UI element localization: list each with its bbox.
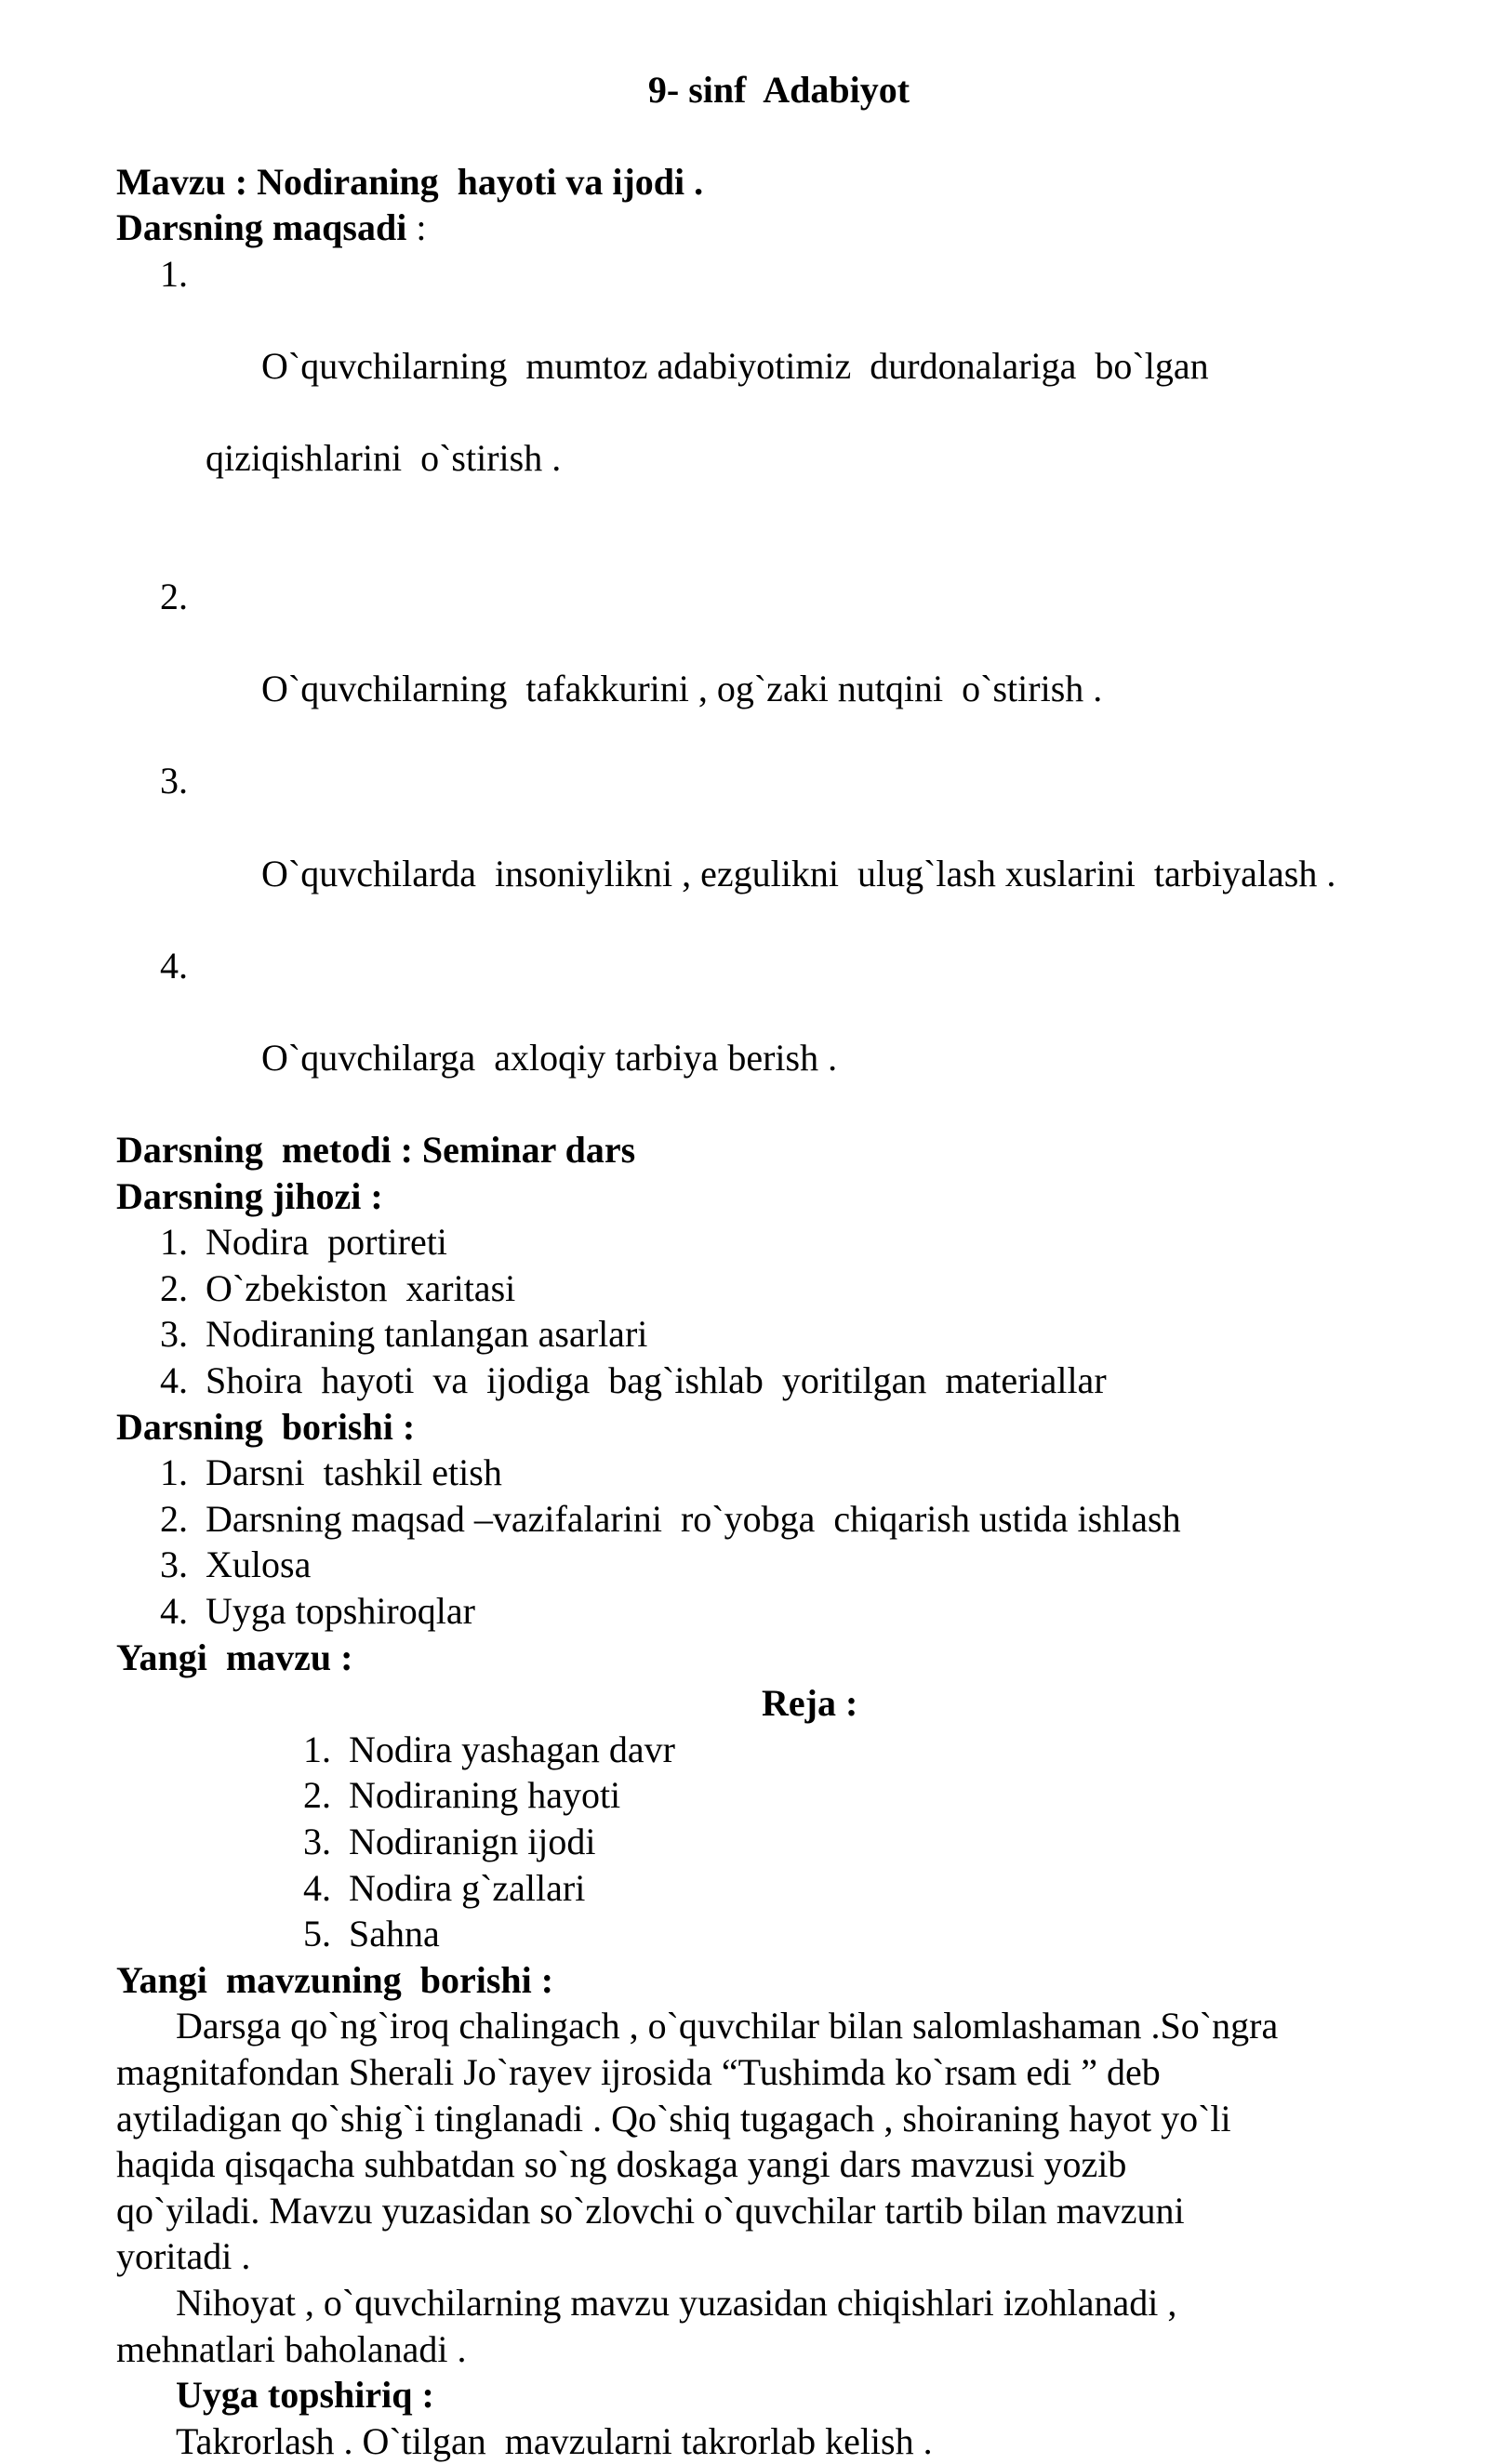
list-item <box>116 943 1390 1127</box>
list-number: 2. <box>303 1774 331 1817</box>
list-item-text: Nodiraning hayoti <box>349 1774 621 1817</box>
list-number: 4. <box>160 944 188 987</box>
goals-colon: : <box>406 206 427 249</box>
list-item <box>116 1265 1390 1312</box>
list-item <box>116 1450 1390 1496</box>
method-heading: Darsning metodi : Seminar dars <box>116 1129 636 1172</box>
list-item <box>116 574 1390 758</box>
list-item-text: O`quvchilarda insoniylikni , ezgulikni ulug`lash xuslarini tarbiyalash . <box>261 852 1336 894</box>
list-item <box>116 1819 1390 1865</box>
list-number: 2. <box>160 1497 188 1540</box>
list-item <box>116 1358 1390 1404</box>
list-item-text: Nodiranign ijodi <box>349 1820 596 1862</box>
list-item-text: O`quvchilarga axloqiy tarbiya berish . <box>261 1036 838 1079</box>
body-paragraph: Nihoyat , o`quvchilarning mavzu yuzasidan chiqishlari izohlanadi , mehnatlari baholanadi . <box>116 2281 1177 2370</box>
document-title: 9- sinf Adabiyot <box>647 69 910 111</box>
goals-heading <box>116 205 1390 251</box>
list-number: 1. <box>160 1221 188 1264</box>
list-item-text-continued: qiziqishlarini o`stirish . <box>206 437 562 480</box>
list-item-text: Nodira portireti <box>206 1221 447 1264</box>
list-item-text: Darsni tashkil etish <box>206 1451 502 1494</box>
equipment-heading: Darsning jihozi : <box>116 1174 383 1217</box>
list-number: 4. <box>303 1866 331 1909</box>
list-number: 1. <box>160 252 188 295</box>
list-number: 3. <box>160 1313 188 1356</box>
list-number: 1. <box>303 1728 331 1770</box>
list-item-text: Sahna <box>349 1913 440 1955</box>
new-topic-procedure-heading: Yangi mavzuning borishi : <box>116 1958 554 2001</box>
list-number: 5. <box>303 1913 331 1955</box>
list-number: 2. <box>160 575 188 617</box>
body-paragraph: Darsga qo`ng`iroq chalingach , o`quvchilar bilan salomlashaman .So`ngra magnitafondan Sherali Jo`rayev ijrosida “Tushimda ko`rsam edi ” deb aytiladigan qo`shig`i tinglanadi . Qo`shiq tugagach , shoiraning hayot yo`li haqida qisqacha suhbatdan so`ng doskaga yangi dars mavzusi yozib qo`yiladi. Mavzu yuzasidan so`zlovchi o`quvchilar tartib bilan mavzuni yoritadi . <box>116 2005 1279 2278</box>
list-item-text: Xulosa <box>206 1543 312 1586</box>
homework-text: Takrorlash . O`tilgan mavzularni takrorlab kelish . <box>176 2419 933 2462</box>
equipment-list <box>116 1219 1390 1403</box>
list-item-text: Nodiraning tanlangan asarlari <box>206 1313 648 1356</box>
list-item-text: O`quvchilarning mumtoz adabiyotimiz durdonalariga bo`lgan <box>261 344 1209 387</box>
list-number: 3. <box>303 1820 331 1862</box>
list-item <box>116 1727 1390 1773</box>
list-item-text: Shoira hayoti va ijodiga bag`ishlab yoritilgan materiallar <box>206 1359 1107 1402</box>
topic-heading: Mavzu : Nodiraning hayoti va ijodi . <box>116 160 704 203</box>
procedure-heading: Darsning borishi : <box>116 1405 416 1448</box>
list-item-text: O`zbekiston xaritasi <box>206 1266 516 1309</box>
list-item-text: Nodira yashagan davr <box>349 1728 675 1770</box>
lesson-plan-page <box>116 67 1390 2464</box>
list-item <box>116 1542 1390 1588</box>
goals-list <box>116 251 1390 1127</box>
list-item <box>116 1772 1390 1819</box>
list-item <box>116 1588 1390 1635</box>
list-item <box>116 1311 1390 1358</box>
list-number: 4. <box>160 1359 188 1402</box>
list-number: 1. <box>160 1451 188 1494</box>
plan-list <box>116 1727 1390 1957</box>
list-number: 2. <box>160 1266 188 1309</box>
plan-heading: Reja : <box>762 1682 858 1725</box>
list-item <box>116 1911 1390 1957</box>
goals-label: Darsning maqsadi <box>116 206 407 249</box>
list-item <box>116 1219 1390 1265</box>
list-number: 4. <box>160 1590 188 1632</box>
new-topic-heading: Yangi mavzu : <box>116 1636 353 1678</box>
list-item <box>116 758 1390 942</box>
list-item <box>116 1496 1390 1543</box>
procedure-list <box>116 1450 1390 1634</box>
list-item-text: O`quvchilarning tafakkurini , og`zaki nutqini o`stirish . <box>261 668 1103 710</box>
list-item-text: Nodira g`zallari <box>349 1866 586 1909</box>
list-number: 3. <box>160 1543 188 1586</box>
list-number: 3. <box>160 760 188 802</box>
homework-heading: Uyga topshiriq : <box>176 2374 434 2417</box>
list-item <box>116 251 1390 574</box>
list-item <box>116 1865 1390 1912</box>
list-item-text: Uyga topshiroqlar <box>206 1590 475 1632</box>
list-item-text: Darsning maqsad –vazifalarini ro`yobga chiqarish ustida ishlash <box>206 1497 1181 1540</box>
